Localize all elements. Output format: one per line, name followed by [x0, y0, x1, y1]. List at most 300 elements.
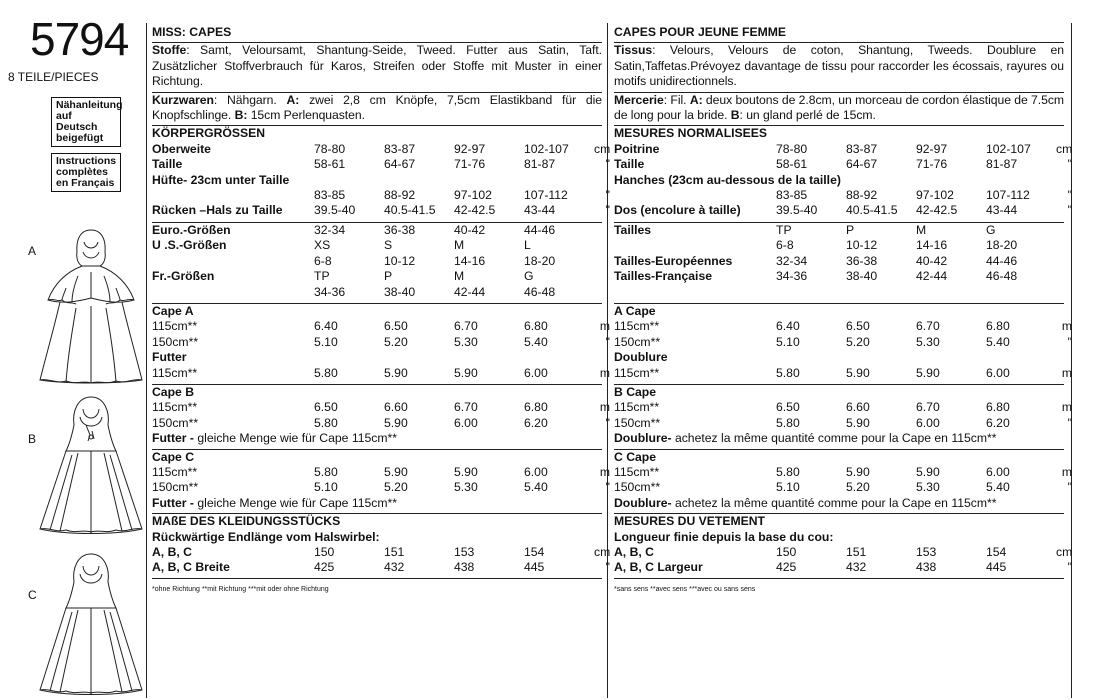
de-notions-a: A:	[286, 92, 300, 107]
row-label: 150cm**	[614, 480, 661, 495]
row-label: Fr.-Größen	[152, 269, 215, 284]
row-label	[614, 285, 776, 300]
cell-value: 5.90	[384, 365, 408, 380]
row-label: Tailles	[614, 222, 652, 237]
cell-value: 6.60	[384, 400, 408, 415]
row-label: 115cm**	[152, 400, 198, 415]
de-size-table	[152, 223, 610, 300]
cell-value: 6.40	[776, 319, 800, 334]
cell-value: 36-38	[846, 253, 878, 268]
cell-value: 32-34	[314, 222, 346, 237]
cell-value: 43-44	[524, 203, 556, 218]
table-row	[614, 465, 1072, 480]
row-label: 115cm**	[614, 400, 660, 415]
row-label: 150cm**	[614, 415, 661, 430]
cell-value: 83-85	[314, 188, 346, 203]
unit: "	[605, 203, 610, 218]
view-label-b: B	[28, 432, 37, 446]
cell-value: TP	[314, 269, 330, 284]
cell-value	[776, 304, 846, 319]
cell-value: L	[524, 238, 531, 253]
de-garment-table	[152, 545, 610, 576]
unit: "	[1067, 203, 1072, 218]
cell-value: 34-36	[314, 284, 346, 299]
cell-value: 6.20	[524, 415, 548, 430]
cell-value	[916, 304, 986, 319]
german-instructions-label: Nähanleitung auf Deutsch beigefügt	[51, 97, 121, 147]
cell-value: 153	[454, 545, 475, 559]
cell-value: 5.10	[776, 480, 800, 495]
table-row	[614, 188, 1072, 203]
cell-value: 102-107	[524, 141, 569, 156]
unit	[1056, 238, 1072, 253]
cell-value	[524, 173, 594, 188]
cell-value: 5.80	[314, 464, 338, 479]
cell-value: 32-34	[776, 253, 808, 268]
cell-value: 432	[384, 560, 405, 575]
cell-value	[776, 350, 846, 365]
table-row	[152, 385, 610, 400]
fr-cape-c-note-label: Doublure-	[614, 495, 675, 510]
row-label: 115cm**	[152, 464, 198, 479]
cell-value: 92-97	[916, 141, 948, 156]
table-row	[614, 335, 1072, 350]
cell-value: 71-76	[454, 157, 486, 172]
cell-value: 153	[916, 544, 937, 559]
fr-cape-a-table	[614, 304, 1072, 381]
row-label: Hüfte- 23cm unter Taille	[152, 172, 290, 187]
cell-value: 46-48	[524, 284, 556, 299]
row-label: Hanches (23cm au-dessous de la taille)	[614, 172, 841, 187]
cell-value: 38-40	[384, 284, 416, 299]
row-label: A, B, C Breite	[152, 560, 230, 575]
cell-value	[314, 450, 384, 465]
row-label: Poitrine	[614, 141, 660, 156]
de-cape-b-note-text: gleiche Menge wie für Cape 115cm**	[197, 431, 397, 446]
cell-value: 44-46	[986, 253, 1018, 268]
cell-value: 5.80	[776, 365, 800, 380]
table-row	[614, 304, 1072, 319]
fr-title: CAPES POUR JEUNE FEMME	[614, 25, 787, 39]
view-label-c: C	[28, 588, 37, 602]
fr-notions-a: A:	[689, 92, 703, 107]
fr-garment-sub: Longueur finie depuis la base du cou:	[614, 529, 834, 544]
cell-value: 78-80	[776, 141, 808, 156]
row-label: 150cm**	[614, 334, 661, 349]
cell-value	[846, 385, 916, 400]
unit: "	[605, 480, 610, 495]
cape-c-sketch	[36, 552, 146, 697]
cell-value: 42-42.5	[916, 203, 958, 218]
cell-value: 18-20	[986, 238, 1018, 253]
cell-value: 6.40	[314, 319, 338, 334]
cell-value: 154	[524, 545, 545, 559]
de-notions-text: : Nähgarn.	[213, 92, 287, 107]
unit	[594, 269, 610, 284]
table-row	[152, 188, 610, 203]
cell-value: 151	[846, 544, 867, 559]
cell-value	[986, 173, 1056, 188]
cell-value: 88-92	[384, 188, 416, 203]
de-notions-label: Kurzwaren	[152, 92, 214, 107]
cell-value: 5.80	[776, 464, 800, 479]
row-label: Futter	[152, 350, 187, 365]
cell-value: 42-44	[454, 284, 486, 299]
unit: cm	[1056, 141, 1073, 156]
cell-value: 6.50	[846, 319, 870, 334]
unit: m	[599, 365, 610, 380]
table-row	[614, 416, 1072, 431]
cell-value: XS	[314, 238, 331, 253]
fr-garment-header: MESURES DU VETEMENT	[614, 514, 766, 529]
row-label: Rücken –Hals zu Taille	[152, 203, 283, 218]
piece-count: 8 TEILE/PIECES	[8, 70, 99, 84]
table-row	[152, 238, 610, 253]
cell-value	[524, 385, 594, 400]
cell-value	[846, 304, 916, 319]
unit	[594, 173, 610, 188]
unit: m	[599, 400, 610, 415]
unit	[594, 385, 610, 400]
unit: "	[1067, 188, 1072, 203]
cell-value	[846, 350, 916, 365]
cell-value	[384, 304, 454, 319]
table-row	[614, 203, 1072, 218]
row-label: C Cape	[614, 449, 656, 464]
table-row	[614, 350, 1072, 365]
row-label: U .S.-Größen	[152, 238, 227, 253]
unit: "	[1067, 334, 1072, 349]
row-label: 115cm**	[152, 319, 198, 334]
table-row	[152, 223, 610, 238]
de-garment-header: MAßE DES KLEIDUNGSSTÜCKS	[152, 514, 341, 529]
cell-value	[314, 173, 384, 188]
row-label: Taille	[152, 157, 183, 172]
cell-value: 5.30	[454, 334, 478, 349]
de-notions-text-a: zwei 2,8 cm Knöpfe, 7,5cm Elastikband für die Knopfschlinge.	[152, 92, 603, 123]
cell-value	[314, 350, 384, 365]
cell-value: 102-107	[986, 141, 1031, 156]
table-row	[614, 319, 1072, 334]
cell-value: 64-67	[846, 157, 878, 172]
cell-value: 6.00	[986, 464, 1010, 479]
table-row	[614, 450, 1072, 465]
row-label	[152, 254, 314, 269]
unit: m	[1061, 400, 1072, 415]
cell-value	[384, 450, 454, 465]
cell-value	[384, 385, 454, 400]
table-row	[614, 238, 1072, 253]
cell-value: 5.40	[986, 334, 1010, 349]
cape-a-sketch	[36, 228, 146, 386]
cell-value: 5.40	[524, 334, 548, 349]
cell-value	[314, 304, 384, 319]
de-cape-c-note-label: Futter -	[152, 495, 198, 510]
cell-value: 46-48	[986, 269, 1018, 284]
cell-value	[916, 350, 986, 365]
cell-value	[986, 450, 1056, 465]
pattern-number: 5794	[30, 13, 129, 65]
unit	[1056, 385, 1072, 400]
cell-value: 5.40	[524, 480, 548, 495]
table-row	[152, 254, 610, 269]
table-row	[152, 285, 610, 300]
unit	[594, 285, 610, 300]
unit	[594, 254, 610, 269]
fr-notions-text-b: : un gland perlé de 15cm.	[739, 108, 876, 123]
de-body-table	[152, 142, 610, 219]
row-label	[614, 188, 776, 203]
cell-value: S	[384, 238, 393, 253]
cell-value: 97-102	[916, 188, 954, 203]
cell-value: 445	[986, 560, 1007, 575]
row-label	[614, 238, 776, 253]
cell-value: 43-44	[986, 203, 1018, 218]
cell-value: M	[916, 222, 927, 237]
row-label: A, B, C	[152, 545, 192, 559]
table-row	[152, 335, 610, 350]
fr-cape-c-note	[614, 496, 1064, 511]
cell-value: 151	[384, 545, 405, 559]
table-row	[614, 366, 1072, 381]
cell-value: 5.20	[846, 480, 870, 495]
cell-value: 5.20	[384, 480, 408, 495]
cell-value: 40-42	[454, 222, 486, 237]
unit: cm	[1056, 544, 1073, 559]
cell-value: 97-102	[454, 188, 492, 203]
cell-value: 432	[846, 560, 867, 575]
cell-value: 5.90	[384, 464, 408, 479]
cell-value: M	[454, 238, 465, 253]
cell-value: 6.70	[916, 400, 940, 415]
french-column	[614, 25, 1073, 597]
unit	[594, 238, 610, 253]
cell-value: 6.00	[916, 415, 940, 430]
cell-value	[916, 173, 986, 188]
de-cape-b-note-label: Futter -	[152, 431, 198, 446]
cell-value	[916, 385, 986, 400]
table-row	[614, 269, 1072, 284]
fr-size-table	[614, 223, 1072, 300]
fr-fabrics-text: : Velours, Velours de coton, Shantung, Tweeds. Doublure en Satin,Taffetas.Prévoyez davantage de tissu pour raccorder les écossais, rayures ou motifs unidirectionnels.	[614, 43, 1064, 89]
cell-value: 6.70	[916, 319, 940, 334]
unit	[1056, 350, 1072, 365]
unit	[594, 450, 610, 465]
row-label: Cape C	[152, 449, 194, 464]
cell-value: 40-42	[916, 253, 948, 268]
unit	[594, 223, 610, 238]
table-row	[152, 560, 610, 575]
row-label: Euro.-Größen	[152, 222, 231, 237]
cell-value: 39.5-40	[314, 203, 356, 218]
cell-value: 150	[776, 544, 797, 559]
cell-value: 10-12	[846, 238, 878, 253]
cell-value	[776, 285, 846, 300]
cell-value: 5.90	[916, 464, 940, 479]
unit: "	[605, 334, 610, 349]
table-row	[152, 366, 610, 381]
table-row	[614, 285, 1072, 300]
fr-cape-c-table	[614, 450, 1072, 496]
cell-value: 40.5-41.5	[846, 203, 898, 218]
fr-fabrics-label: Tissus	[614, 43, 653, 58]
cell-value: 36-38	[384, 222, 416, 237]
cell-value	[986, 385, 1056, 400]
cell-value: 5.20	[384, 334, 408, 349]
unit: m	[599, 319, 610, 334]
cell-value: G	[986, 222, 996, 237]
row-label: Oberweite	[152, 141, 211, 156]
cell-value: 58-61	[314, 157, 346, 172]
cell-value: 5.30	[916, 334, 940, 349]
row-label: Taille	[614, 157, 645, 172]
cell-value: 5.80	[314, 365, 338, 380]
row-label: 150cm**	[152, 415, 199, 430]
unit: "	[1067, 157, 1072, 172]
de-fabrics-label: Stoffe	[152, 43, 187, 58]
cell-value: 5.10	[314, 480, 338, 495]
table-row	[152, 480, 610, 495]
cell-value: 5.90	[454, 464, 478, 479]
cell-value: 5.10	[776, 334, 800, 349]
de-cape-b-table	[152, 385, 610, 431]
cell-value: 5.40	[986, 480, 1010, 495]
de-cape-c-note	[152, 496, 602, 511]
cell-value: 6-8	[314, 253, 332, 268]
unit: "	[1067, 480, 1072, 495]
cell-value: 6.50	[314, 400, 338, 415]
cell-value: 5.90	[454, 365, 478, 380]
cell-value	[524, 450, 594, 465]
unit: m	[599, 464, 610, 479]
fr-footnote: *sans sens **avec sens ***avec ou sans sens	[614, 585, 756, 593]
cell-value: 6.80	[524, 319, 548, 334]
row-label: 115cm**	[614, 365, 660, 380]
cell-value	[314, 385, 384, 400]
cell-value: 6.00	[524, 464, 548, 479]
row-label: A, B, C Largeur	[614, 560, 703, 575]
cell-value: 5.10	[314, 334, 338, 349]
cell-value: 83-87	[384, 141, 416, 156]
cell-value: 5.90	[846, 464, 870, 479]
cell-value	[454, 385, 524, 400]
cell-value	[384, 173, 454, 188]
cell-value: 425	[314, 560, 335, 575]
cell-value: 6-8	[776, 238, 794, 253]
table-row	[614, 480, 1072, 495]
cell-value: 39.5-40	[776, 203, 818, 218]
table-row	[614, 157, 1072, 172]
unit	[594, 350, 610, 365]
cell-value: 78-80	[314, 141, 346, 156]
cell-value: P	[846, 222, 855, 237]
cell-value: 34-36	[776, 269, 808, 284]
cell-value	[524, 350, 594, 365]
cell-value: 6.80	[986, 400, 1010, 415]
table-row	[152, 400, 610, 415]
cell-value: 5.30	[916, 480, 940, 495]
cell-value: 6.50	[384, 319, 408, 334]
de-cape-c-note-text: gleiche Menge wie für Cape 115cm**	[197, 495, 397, 510]
table-row	[152, 545, 610, 560]
unit: cm	[594, 141, 611, 156]
row-label: 115cm**	[614, 464, 660, 479]
de-fabrics-text: : Samt, Veloursamt, Shantung-Seide, Tweed. Futter aus Satin, Taft. Zusätzlicher Stoffverbrauch für Karos, Streifen oder Stoffe mit Muster in einer Richtung.	[152, 43, 602, 89]
fr-garment-table	[614, 545, 1072, 576]
fr-sizes-header: MESURES NORMALISEES	[614, 126, 768, 141]
cell-value: 5.80	[776, 415, 800, 430]
cell-value: 107-112	[986, 188, 1030, 203]
cell-value: 38-40	[846, 269, 878, 284]
table-row	[614, 385, 1072, 400]
fr-notions-b: B	[730, 108, 740, 123]
row-label: 115cm**	[614, 319, 660, 334]
cell-value	[986, 304, 1056, 319]
cell-value: TP	[776, 222, 792, 237]
table-row	[152, 350, 610, 365]
unit: "	[1067, 415, 1072, 430]
cell-value: 5.90	[384, 415, 408, 430]
german-column	[152, 25, 611, 597]
cell-value: 445	[524, 560, 545, 575]
cape-b-sketch	[36, 395, 146, 537]
cell-value: 44-46	[524, 222, 556, 237]
cell-value: P	[384, 269, 393, 284]
cell-value	[454, 450, 524, 465]
unit: "	[1067, 560, 1072, 575]
cell-value	[846, 450, 916, 465]
de-cape-b-note	[152, 431, 602, 446]
cell-value	[454, 350, 524, 365]
cell-value: 6.80	[986, 319, 1010, 334]
table-row	[152, 173, 610, 188]
cell-value: 42-42.5	[454, 203, 496, 218]
table-row	[152, 142, 610, 157]
cell-value: 107-112	[524, 188, 568, 203]
cell-value: 6.00	[524, 365, 548, 380]
row-label: A, B, C	[614, 544, 654, 559]
table-row	[614, 223, 1072, 238]
de-notions-b: B:	[234, 108, 248, 123]
row-label: Cape A	[152, 303, 194, 318]
cell-value: 6.60	[846, 400, 870, 415]
unit	[1056, 254, 1072, 269]
cell-value: 88-92	[846, 188, 878, 203]
row-label: 150cm**	[152, 480, 199, 495]
fr-notions-label: Mercerie	[614, 92, 664, 107]
unit: m	[1061, 365, 1072, 380]
de-cape-a-table	[152, 304, 610, 381]
cell-value	[776, 385, 846, 400]
table-row	[614, 545, 1072, 560]
table-row	[614, 400, 1072, 415]
unit	[1056, 304, 1072, 319]
cell-value	[454, 304, 524, 319]
unit	[1056, 285, 1072, 300]
cell-value	[384, 350, 454, 365]
cell-value: 154	[986, 544, 1007, 559]
de-footnote: *ohne Richtung **mit Richtung ***mit oder ohne Richtung	[152, 585, 329, 593]
fr-notions-text: : Fil.	[663, 92, 690, 107]
cell-value: 58-61	[776, 157, 808, 172]
cell-value: 5.20	[846, 334, 870, 349]
cell-value	[916, 450, 986, 465]
table-row	[614, 254, 1072, 269]
cell-value: 81-87	[524, 157, 556, 172]
cell-value: 5.90	[846, 415, 870, 430]
table-row	[152, 203, 610, 218]
cell-value	[524, 304, 594, 319]
